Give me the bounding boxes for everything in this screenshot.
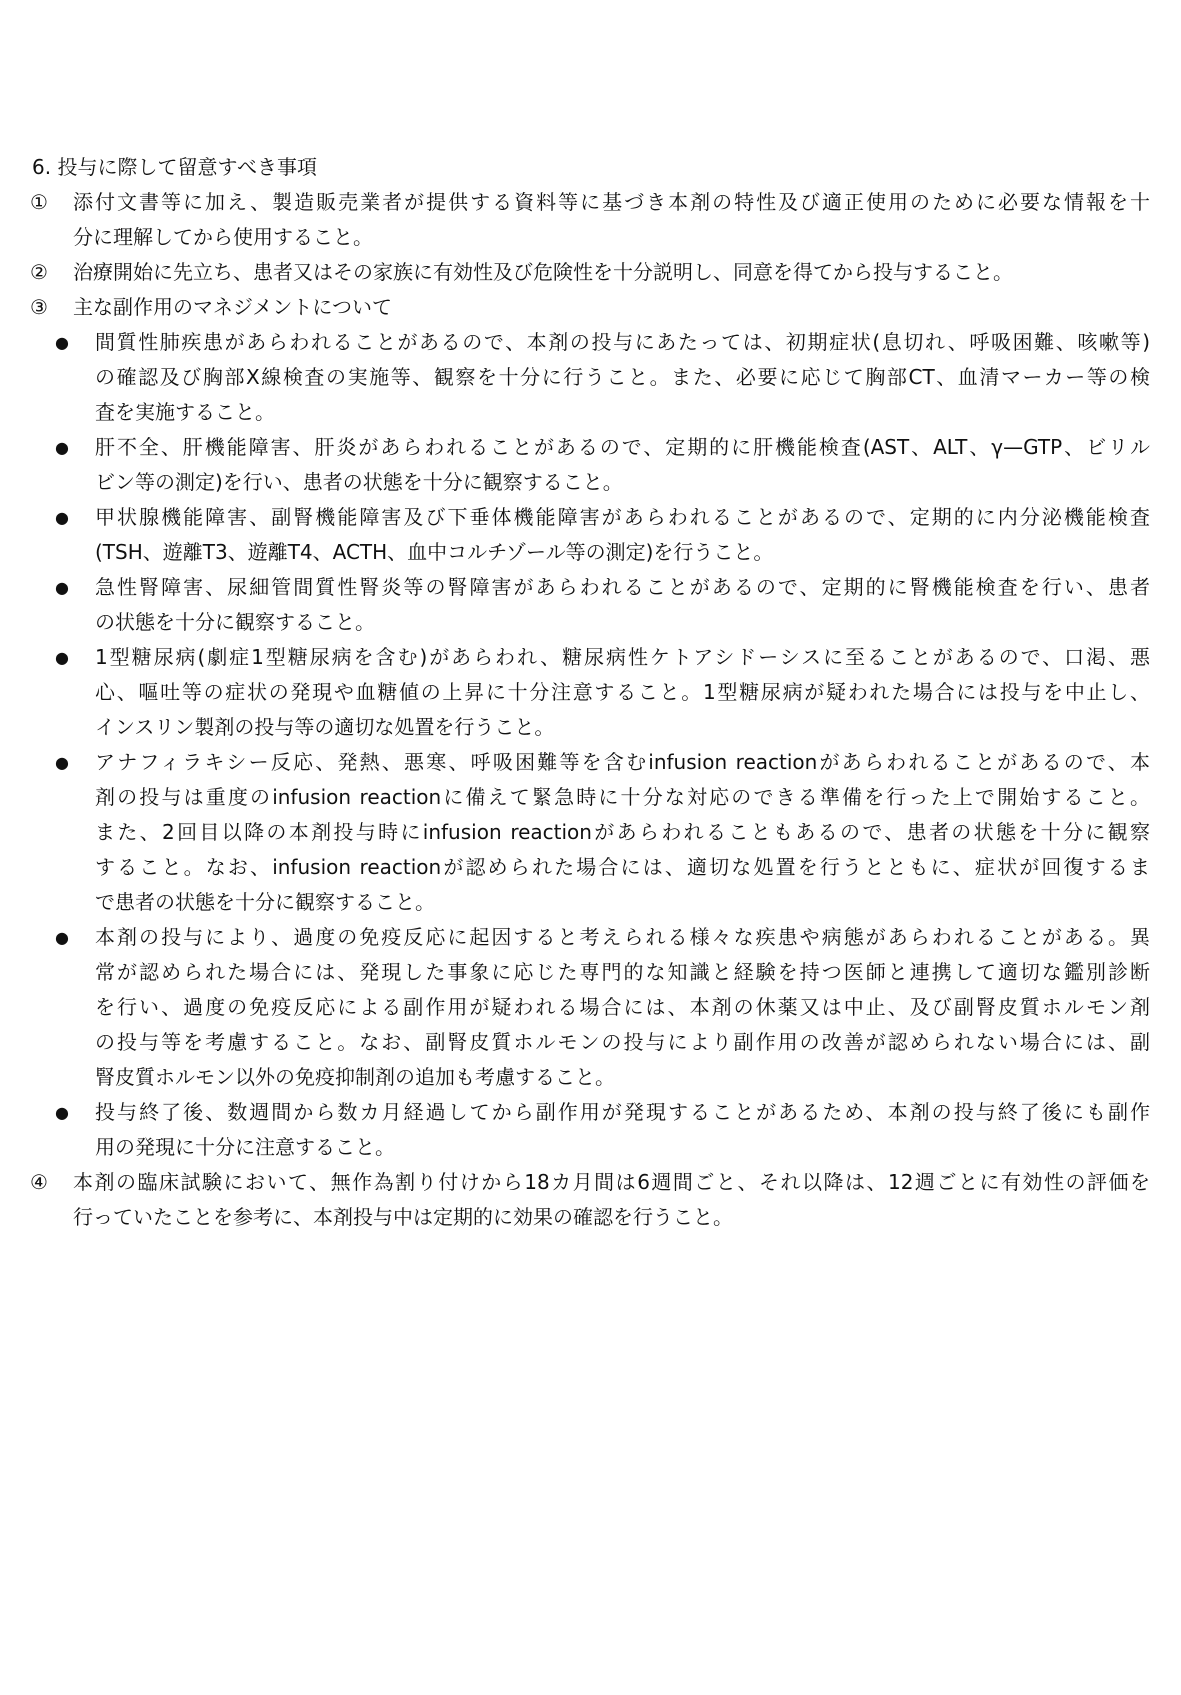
bullet-item-text: の状態を十分に観察すること。 — [95, 610, 375, 634]
text-line — [0, 325, 1181, 360]
bullet-icon: ● — [55, 1103, 69, 1122]
list-item-text: 主な副作用のマネジメントについて — [73, 295, 392, 319]
text-line — [0, 640, 1181, 675]
bullet-item-text: 間質性肺疾患があらわれることがあるので、本剤の投与にあたっては、初期症状(息切れ、呼吸困難、咳嗽等) — [95, 330, 1150, 354]
circled-number-icon: ① — [30, 190, 48, 214]
bullet-icon: ● — [55, 578, 69, 597]
circled-number-icon: ④ — [30, 1170, 48, 1194]
bullet-item-text: 用の発現に十分に注意すること。 — [95, 1135, 395, 1159]
text-line — [0, 745, 1181, 780]
text-line — [0, 885, 1181, 920]
text-line — [0, 815, 1181, 850]
bullet-item-text: 心、嘔吐等の症状の発現や血糖値の上昇に十分注意すること。1型糖尿病が疑われた場合には投与を中止し、 — [95, 680, 1150, 704]
list-item-text: 本剤の臨床試験において、無作為割り付けから18カ月間は6週間ごと、それ以降は、12週ごとに有効性の評価を — [73, 1170, 1150, 1194]
text-line — [0, 605, 1181, 640]
text-line — [0, 360, 1181, 395]
text-line — [0, 395, 1181, 430]
text-line — [0, 1130, 1181, 1165]
text-line — [0, 850, 1181, 885]
text-line — [0, 1165, 1181, 1200]
bullet-icon: ● — [55, 753, 69, 772]
text-line — [0, 955, 1181, 990]
text-line — [0, 430, 1181, 465]
text-line — [0, 220, 1181, 255]
text-line — [0, 1095, 1181, 1130]
text-line — [0, 500, 1181, 535]
text-line — [0, 255, 1181, 290]
text-line — [0, 1200, 1181, 1235]
text-line — [0, 465, 1181, 500]
text-line — [0, 780, 1181, 815]
bullet-item-text: の投与等を考慮すること。なお、副腎皮質ホルモンの投与により副作用の改善が認められない場合には、副 — [95, 1030, 1150, 1054]
bullet-item-text: 急性腎障害、尿細管間質性腎炎等の腎障害があらわれることがあるので、定期的に腎機能検査を行い、患者 — [95, 575, 1150, 599]
text-line — [0, 570, 1181, 605]
bullet-item-text: 常が認められた場合には、発現した事象に応じた専門的な知識と経験を持つ医師と連携して適切な鑑別診断 — [95, 960, 1150, 984]
bullet-item-text: ビン等の測定)を行い、患者の状態を十分に観察すること。 — [95, 470, 623, 494]
bullet-item-text: すること。なお、infusion reactionが認められた場合には、適切な処置を行うとともに、症状が回復するま — [95, 855, 1150, 879]
bullet-icon: ● — [55, 648, 69, 667]
list-item-text: 分に理解してから使用すること。 — [73, 225, 373, 249]
text-line — [0, 675, 1181, 710]
bullet-item-text: 腎皮質ホルモン以外の免疫抑制剤の追加も考慮すること。 — [95, 1065, 615, 1089]
text-line — [0, 1060, 1181, 1095]
text-line — [0, 920, 1181, 955]
text-line — [0, 535, 1181, 570]
text-line — [0, 290, 1181, 325]
bullet-icon: ● — [55, 928, 69, 947]
bullet-item-text: 肝不全、肝機能障害、肝炎があらわれることがあるので、定期的に肝機能検査(AST、ALT、γ—GTP、ビリル — [95, 435, 1150, 459]
circled-number-icon: ② — [30, 260, 48, 284]
list-item-text: 添付文書等に加え、製造販売業者が提供する資料等に基づき本剤の特性及び適正使用のために必要な情報を十 — [73, 190, 1150, 214]
bullet-item-text: 本剤の投与により、過度の免疫反応に起因すると考えられる様々な疾患や病態があらわれることがある。異 — [95, 925, 1150, 949]
bullet-item-text: インスリン製剤の投与等の適切な処置を行うこと。 — [95, 715, 555, 739]
text-line — [0, 185, 1181, 220]
bullet-item-text: 投与終了後、数週間から数カ月経過してから副作用が発現することがあるため、本剤の投与終了後にも副作 — [95, 1100, 1150, 1124]
bullet-item-text: 1型糖尿病(劇症1型糖尿病を含む)があらわれ、糖尿病性ケトアシドーシスに至ることがあるので、口渇、悪 — [95, 645, 1150, 669]
text-line — [0, 990, 1181, 1025]
bullet-item-text: (TSH、遊離T3、遊離T4、ACTH、血中コルチゾール等の測定)を行うこと。 — [95, 540, 774, 564]
bullet-icon: ● — [55, 438, 69, 457]
bullet-item-text: の確認及び胸部X線検査の実施等、観察を十分に行うこと。また、必要に応じて胸部CT、血清マーカー等の検 — [95, 365, 1150, 389]
bullet-icon: ● — [55, 333, 69, 352]
text-line — [0, 710, 1181, 745]
text-line — [0, 1025, 1181, 1060]
document-body — [0, 150, 1181, 1235]
bullet-item-text: で患者の状態を十分に観察すること。 — [95, 890, 435, 914]
circled-number-icon: ③ — [30, 295, 48, 319]
bullet-icon: ● — [55, 508, 69, 527]
bullet-item-text: 甲状腺機能障害、副腎機能障害及び下垂体機能障害があらわれることがあるので、定期的に内分泌機能検査 — [95, 505, 1150, 529]
list-item-text: 行っていたことを参考に、本剤投与中は定期的に効果の確認を行うこと。 — [73, 1205, 733, 1229]
bullet-item-text: 剤の投与は重度のinfusion reactionに備えて緊急時に十分な対応のできる準備を行った上で開始すること。 — [95, 785, 1150, 809]
bullet-item-text: を行い、過度の免疫反応による副作用が疑われる場合には、本剤の休薬又は中止、及び副腎皮質ホルモン剤 — [95, 995, 1150, 1019]
list-item-text: 治療開始に先立ち、患者又はその家族に有効性及び危険性を十分説明し、同意を得てから投与すること。 — [73, 260, 1013, 284]
bullet-item-text: 査を実施すること。 — [95, 400, 275, 424]
bullet-item-text: アナフィラキシー反応、発熱、悪寒、呼吸困難等を含むinfusion reactionがあらわれることがあるので、本 — [95, 750, 1150, 774]
bullet-item-text: また、2回目以降の本剤投与時にinfusion reactionがあらわれることもあるので、患者の状態を十分に観察 — [95, 820, 1150, 844]
section-title: 6. 投与に際して留意すべき事項 — [32, 155, 318, 179]
